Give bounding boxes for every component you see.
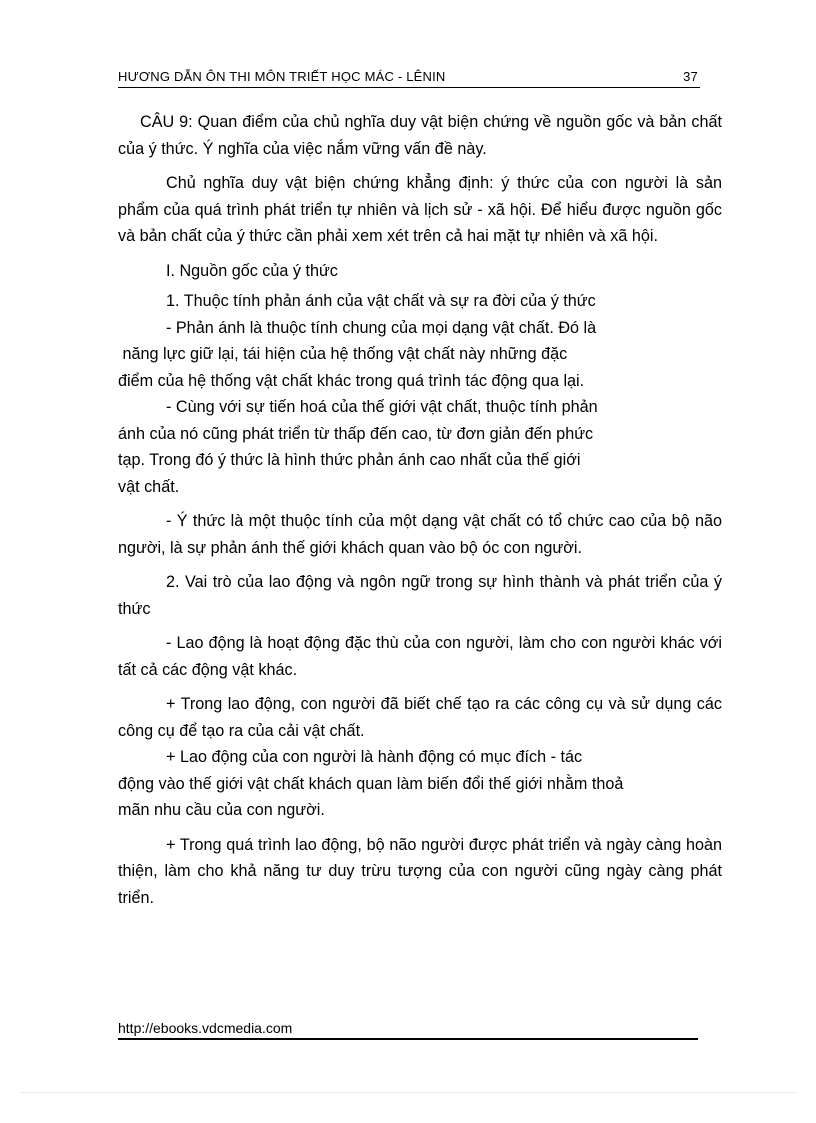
paragraph-line: động vào thế giới vật chất khách quan làm biến đổi thế giới nhằm thoả bbox=[118, 774, 624, 793]
paragraph-line: năng lực giữ lại, tái hiện của hệ thống vật chất này những đặc bbox=[118, 345, 568, 363]
page-edge-guide bbox=[20, 1092, 796, 1093]
footer-divider bbox=[118, 1038, 698, 1040]
paragraph-line: - Phản ánh là thuộc tính chung của mọi dạng vật chất. Đó là bbox=[166, 318, 597, 337]
paragraph-line: mãn nhu cầu của con người. bbox=[118, 801, 325, 819]
paragraph-consciousness: - Ý thức là một thuộc tính của một dạng vật chất có tổ chức cao của bộ não người, là sự phản ánh thế giới khách quan vào bộ óc con người. bbox=[118, 512, 722, 557]
page-body bbox=[118, 109, 722, 911]
paragraph-brain: + Trong quá trình lao động, bộ não người được phát triển và ngày càng hoàn thiện, làm cho khả năng tư duy trừu tượng của con người cũng ngày càng phát triển. bbox=[118, 835, 722, 907]
paragraph-line: - Cùng với sự tiến hoá của thế giới vật chất, thuộc tính phản bbox=[166, 398, 598, 416]
paragraph-reflection bbox=[118, 315, 722, 395]
section-heading-1: I. Nguồn gốc của ý thức bbox=[166, 261, 338, 280]
subsection-heading-2: 2. Vai trò của lao động và ngôn ngữ trong sự hình thành và phát triển của ý thức bbox=[118, 573, 722, 618]
question-heading: CÂU 9: Quan điểm của chủ nghĩa duy vật biện chứng về nguồn gốc và bản chất của ý thức. Ý nghĩa của việc nắm vững vấn đề này. bbox=[118, 113, 722, 158]
paragraph-line: + Lao động của con người là hành động có mục đích - tác bbox=[166, 748, 583, 766]
paragraph-tools: + Trong lao động, con người đã biết chế tạo ra các công cụ và sử dụng các công cụ để tạo ra của cải vật chất. bbox=[118, 695, 722, 740]
paragraph-line: tạp. Trong đó ý thức là hình thức phản ánh cao nhất của thế giới bbox=[118, 451, 581, 469]
page-number: 37 bbox=[683, 69, 698, 84]
running-header bbox=[118, 69, 698, 84]
paragraph-evolution bbox=[118, 394, 722, 500]
header-title: HƯƠNG DẪN ÔN THI MÔN TRIẾT HỌC MÁC - LÊNIN bbox=[118, 69, 446, 84]
footer-link[interactable]: http://ebooks.vdcmedia.com bbox=[118, 1020, 293, 1036]
paragraph-line: vật chất. bbox=[118, 477, 180, 496]
header-divider bbox=[118, 87, 700, 88]
paragraph-purpose bbox=[118, 744, 722, 824]
intro-paragraph: Chủ nghĩa duy vật biện chứng khẳng định: ý thức của con người là sản phẩm của quá trình phát triển tự nhiên và lịch sử - xã hội. Để hiểu được nguồn gốc và bản chất của ý thức cần phải xem xét trên cả hai mặt tự nhiên và xã hội. bbox=[118, 174, 722, 245]
paragraph-line: điểm của hệ thống vật chất khác trong quá trình tác động qua lại. bbox=[118, 371, 585, 390]
paragraph-labor: - Lao động là hoạt động đặc thù của con người, làm cho con người khác với tất cả các động vật khác. bbox=[118, 634, 722, 679]
subsection-heading-1: 1. Thuộc tính phản ánh của vật chất và sự ra đời của ý thức bbox=[166, 292, 596, 310]
paragraph-line: ánh của nó cũng phát triển từ thấp đến cao, từ đơn giản đến phức bbox=[118, 424, 594, 443]
